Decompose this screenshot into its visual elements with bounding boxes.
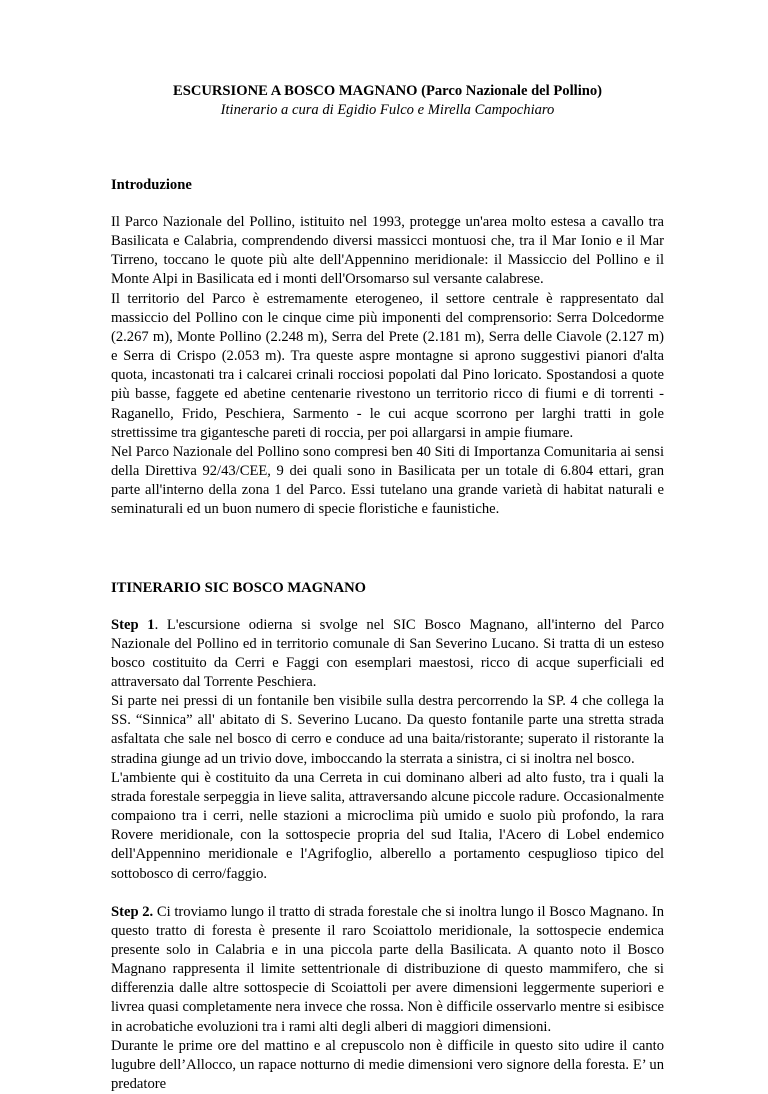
step1-text: . L'escursione odierna si svolge nel SIC Bosco Magnano, all'interno del Parco Nazionale del Pollino ed in territorio comunale di San Severino Lucano. Si tratta di un esteso bosco costituito da Cerri e Faggi con esemplari maestosi, ricco di acque superficiali ed attraversato dal Torrente Peschiera.: [111, 616, 664, 690]
step2-label: Step 2.: [111, 903, 154, 920]
step1-paragraph-3: L'ambiente qui è costituito da una Cerreta in cui dominano alberi ad alto fusto, tra i quali la strada forestale serpeggia in lieve salita, attraversando alcune piccole radure. Occasionalmente compaiono tra i cerri, nelle stazioni a microclima più umido e suolo più profondo, la rara Rovere meridionale, con la sottospecie propria del sud Italia, l'Acero di Lobel endemico dell'Appennino meridionale e l'Agrifoglio, alberello a portamento cespuglioso tipico del sottobosco di cerro/faggio.: [111, 769, 664, 882]
intro-paragraph-3: Nel Parco Nazionale del Pollino sono compresi ben 40 Siti di Importanza Comunitaria ai sensi della Direttiva 92/43/CEE, 9 dei quali sono in Basilicata per un totale di 6.804 ettari, gran parte all'interno della zona 1 del Parco. Essi tutelano una grande varietà di habitat naturali e seminaturali ed un buon numero di specie floristiche e faunistiche.: [111, 443, 664, 518]
step2-paragraph-2: Durante le prime ore del mattino e al crepuscolo non è difficile in questo sito udire il canto lugubre dell’Allocco, un rapace notturno di medie dimensioni vero signore della foresta. E’ un predatore: [111, 1037, 664, 1093]
step1-label: Step 1: [111, 616, 155, 633]
step1-paragraph-2: Si parte nei pressi di un fontanile ben visibile sulla destra percorrendo la SP. 4 che collega la SS. “Sinnica” all' abitato di S. Severino Lucano. Da questo fontanile parte una stretta strada asfaltata che sale nel bosco di cerro e conduce ad una baita/ristorante; superato il ristorante la stradina giunge ad un trivio dove, imboccando la sterrata a sinistra, ci si inoltra nel bosco.: [111, 693, 664, 767]
document-title: ESCURSIONE A BOSCO MAGNANO (Parco Nazionale del Pollino): [172, 83, 603, 99]
document-header: [111, 82, 664, 120]
document-subtitle: Itinerario a cura di Egidio Fulco e Mirella Campochiaro: [220, 102, 555, 118]
step2-paragraph-1: [111, 903, 664, 1037]
intro-paragraph-2: Il territorio del Parco è estremamente eterogeneo, il settore centrale è rappresentato dal massiccio del Pollino con le cinque cime più imponenti del comprensorio: Serra Dolcedorme (2.267 m), Monte Pollino (2.248 m), Serra del Prete (2.181 m), Serra delle Ciavole (2.127 m) e Serra di Crispo (2.053 m). Tra queste aspre montagne si aprono suggestivi pianori d'alta quota, incastonati tra i calcarei crinali rocciosi popolati dal Pino loricato. Spostandosi a quote più basse, faggete ed abetine centenarie rivestono un territorio ricco di fiumi e di torrenti - Raganello, Frido, Peschiera, Sarmento - le cui acque scorrono per larghi tratti in gole strettissime tra gigantesche pareti di roccia, per poi allargarsi in ampie fiumare.: [111, 290, 664, 441]
itinerary-heading: ITINERARIO SIC BOSCO MAGNANO: [111, 579, 367, 596]
step2-text: Ci troviamo lungo il tratto di strada forestale che si inoltra lungo il Bosco Magnano. In questo tratto di foresta è presente il raro Scoiattolo meridionale, la sottospecie endemica presente solo in Calabria e in una piccola parte della Basilicata. A quanto noto il Bosco Magnano rappresenta il limite settentrionale di distribuzione di questo mammifero, che si differenzia dalle altre sottospecie di Scoiattoli per avere dimensioni leggermente superiori e livrea quasi completamente nera invece che rossa. Non è difficile osservarlo mentre si esibisce in acrobatiche evoluzioni tra i rami alti degli alberi di maggiori dimensioni.: [111, 903, 664, 1035]
intro-heading: Introduzione: [111, 177, 192, 193]
step1-paragraph-1: [111, 616, 664, 693]
intro-paragraph-1: Il Parco Nazionale del Pollino, istituito nel 1993, protegge un'area molto estesa a cavallo tra Basilicata e Calabria, comprendendo diversi massicci montuosi che, tra il Mar Ionio e il Mar Tirreno, toccano le quote più alte dell'Appennino meridionale: il Massiccio del Pollino e il Monte Alpi in Basilicata ed i monti dell'Orsomarso sul versante calabrese.: [111, 214, 664, 288]
